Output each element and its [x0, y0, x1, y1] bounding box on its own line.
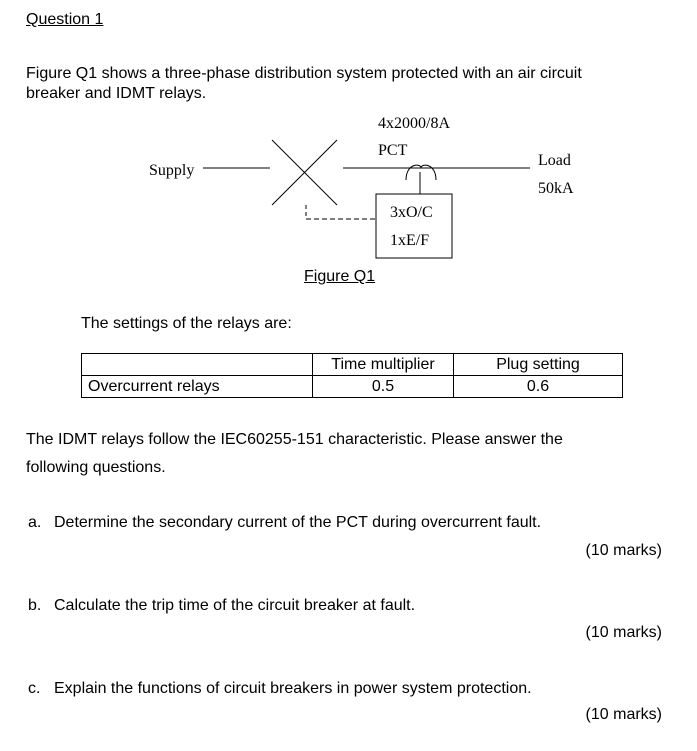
- question-b-text: Calculate the trip time of the circuit breaker at fault.: [54, 597, 416, 614]
- table-header-cell: Time multiplier: [313, 354, 454, 376]
- intro-line-2: breaker and IDMT relays.: [26, 85, 207, 102]
- table-cell: Overcurrent relays: [82, 376, 313, 398]
- intro-line-1: Figure Q1 shows a three-phase distribution system protected with an air circuit: [26, 65, 582, 82]
- question-c-marks: (10 marks): [585, 706, 662, 723]
- ct-rating-label: 4x2000/8A: [378, 115, 450, 132]
- table-cell: 0.5: [313, 376, 454, 398]
- settings-intro: The settings of the relays are:: [81, 315, 292, 332]
- table-header-cell: [82, 354, 313, 376]
- table-cell: 0.6: [454, 376, 623, 398]
- question-a-marks: (10 marks): [585, 542, 662, 559]
- characteristic-line-1: The IDMT relays follow the IEC60255-151 characteristic. Please answer the: [26, 431, 563, 448]
- question-b-label: b.: [28, 597, 42, 614]
- load-label: Load: [538, 152, 571, 169]
- fault-current-label: 50kA: [538, 180, 574, 197]
- relay-ef-label: 1xE/F: [390, 232, 430, 249]
- question-c-label: c.: [28, 680, 41, 697]
- question-b-marks: (10 marks): [585, 624, 662, 641]
- characteristic-line-2: following questions.: [26, 459, 166, 476]
- question-heading: Question 1: [26, 11, 104, 28]
- question-c-text: Explain the functions of circuit breakers in power system protection.: [54, 680, 532, 697]
- question-a-text: Determine the secondary current of the PCT during overcurrent fault.: [54, 514, 542, 531]
- figure-caption: Figure Q1: [304, 268, 376, 285]
- table-header-row: [82, 354, 623, 376]
- table-row: [82, 376, 623, 398]
- relay-oc-label: 3xO/C: [390, 204, 433, 221]
- pct-coil-symbol: [406, 165, 436, 180]
- pct-label: PCT: [378, 142, 408, 159]
- table-header-cell: Plug setting: [454, 354, 623, 376]
- supply-label: Supply: [149, 162, 195, 179]
- relay-settings-table: [81, 353, 623, 398]
- question-a-label: a.: [28, 514, 42, 531]
